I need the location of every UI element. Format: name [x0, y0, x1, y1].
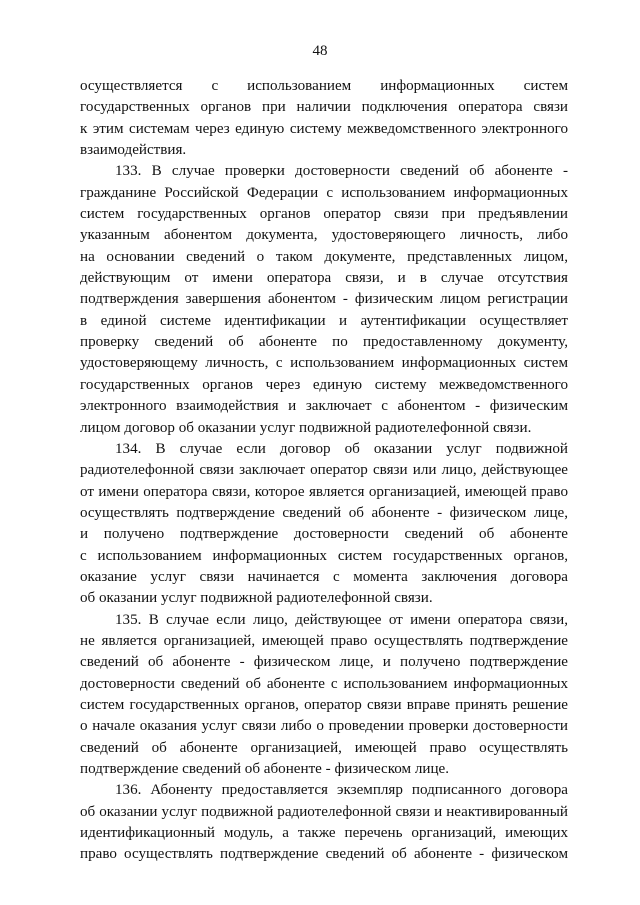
text-line: 133. В случае проверки достоверности сведений об абоненте - — [115, 163, 568, 180]
text-line: электронного взаимодействия и заключает с абонентом - физическим — [80, 398, 568, 415]
paragraph-134 — [80, 439, 568, 610]
text-line: подтверждения завершения абонентом - физическим лицом регистрации — [80, 291, 568, 308]
text-line: осуществляется с использованием информационных систем — [80, 78, 568, 94]
page-number: 48 — [312, 43, 328, 59]
text-line: достоверности сведений об абоненте с использованием информационных — [80, 675, 568, 692]
text-line: оказание услуг связи начинается с момента заключения договора — [80, 568, 568, 585]
text-line: подтверждение сведений об абоненте - физическом лице. — [80, 761, 450, 777]
text-line: не является организацией, имеющей право осуществлять подтверждение — [80, 632, 568, 649]
paragraph-136 — [80, 780, 568, 865]
text-line: систем государственных органов оператор связи при предъявлении — [80, 206, 568, 223]
text-line: об оказании услуг подвижной радиотелефонной связи и неактивированный — [80, 803, 568, 820]
text-line: осуществлять подтверждение сведений об абоненте - физическом лице, — [80, 504, 568, 521]
text-line: действующим от имени оператора связи, и в случае отсутствия — [80, 270, 568, 287]
text-line: систем государственных органов, оператор связи вправе принять решение — [80, 696, 568, 713]
text-line: сведений об абоненте организацией, имеющей право осуществлять — [80, 739, 568, 756]
text-line: гражданине Российской Федерации с использованием информационных — [80, 184, 568, 201]
text-line: право осуществлять подтверждение сведений об абоненте - физическом — [80, 846, 568, 863]
paragraph-133 — [80, 161, 568, 438]
text-line: сведений об абоненте - физическом лице, и получено подтверждение — [80, 654, 568, 671]
document-body — [80, 76, 568, 866]
text-line: проверку сведений об абоненте по предоставленному документу, — [80, 334, 568, 351]
text-line: идентификационный модуль, а также перечень организаций, имеющих — [80, 825, 568, 842]
text-line: 136. Абоненту предоставляется экземпляр подписанного договора — [115, 782, 568, 799]
text-line: лицом договор об оказании услуг подвижной радиотелефонной связи. — [80, 419, 532, 436]
text-line: от имени оператора связи, которое является организацией, имеющей право — [80, 483, 568, 500]
paragraph-continued — [80, 76, 568, 161]
text-line: взаимодействия. — [80, 142, 187, 159]
text-line: в единой системе идентификации и аутентификации осуществляет — [80, 312, 568, 329]
text-line: 135. В случае если лицо, действующее от имени оператора связи, — [115, 611, 568, 628]
text-line: о начале оказания услуг связи либо о проведении проверки достоверности — [80, 718, 568, 735]
text-line: государственных органов через единую систему межведомственного — [80, 376, 568, 393]
text-line: радиотелефонной связи заключает оператор связи или лицо, действующее — [80, 462, 568, 479]
text-line: об оказании услуг подвижной радиотелефонной связи. — [80, 590, 433, 607]
text-line: к этим системам через единую систему межведомственного электронного — [80, 120, 568, 137]
text-line: с использованием информационных систем государственных органов, — [80, 547, 568, 564]
text-line: и получено подтверждение достоверности сведений об абоненте — [80, 526, 568, 543]
text-line: указанным абонентом документа, удостоверяющего личность, либо — [80, 227, 568, 244]
text-line: удостоверяющему личность, с использованием информационных систем — [80, 355, 568, 372]
text-line: 134. В случае если договор об оказании услуг подвижной — [115, 440, 568, 457]
text-line: государственных органов при наличии подключения оператора связи — [80, 99, 568, 116]
paragraph-135 — [80, 610, 568, 781]
text-line: на основании сведений о таком документе, представленных лицом, — [80, 248, 568, 265]
